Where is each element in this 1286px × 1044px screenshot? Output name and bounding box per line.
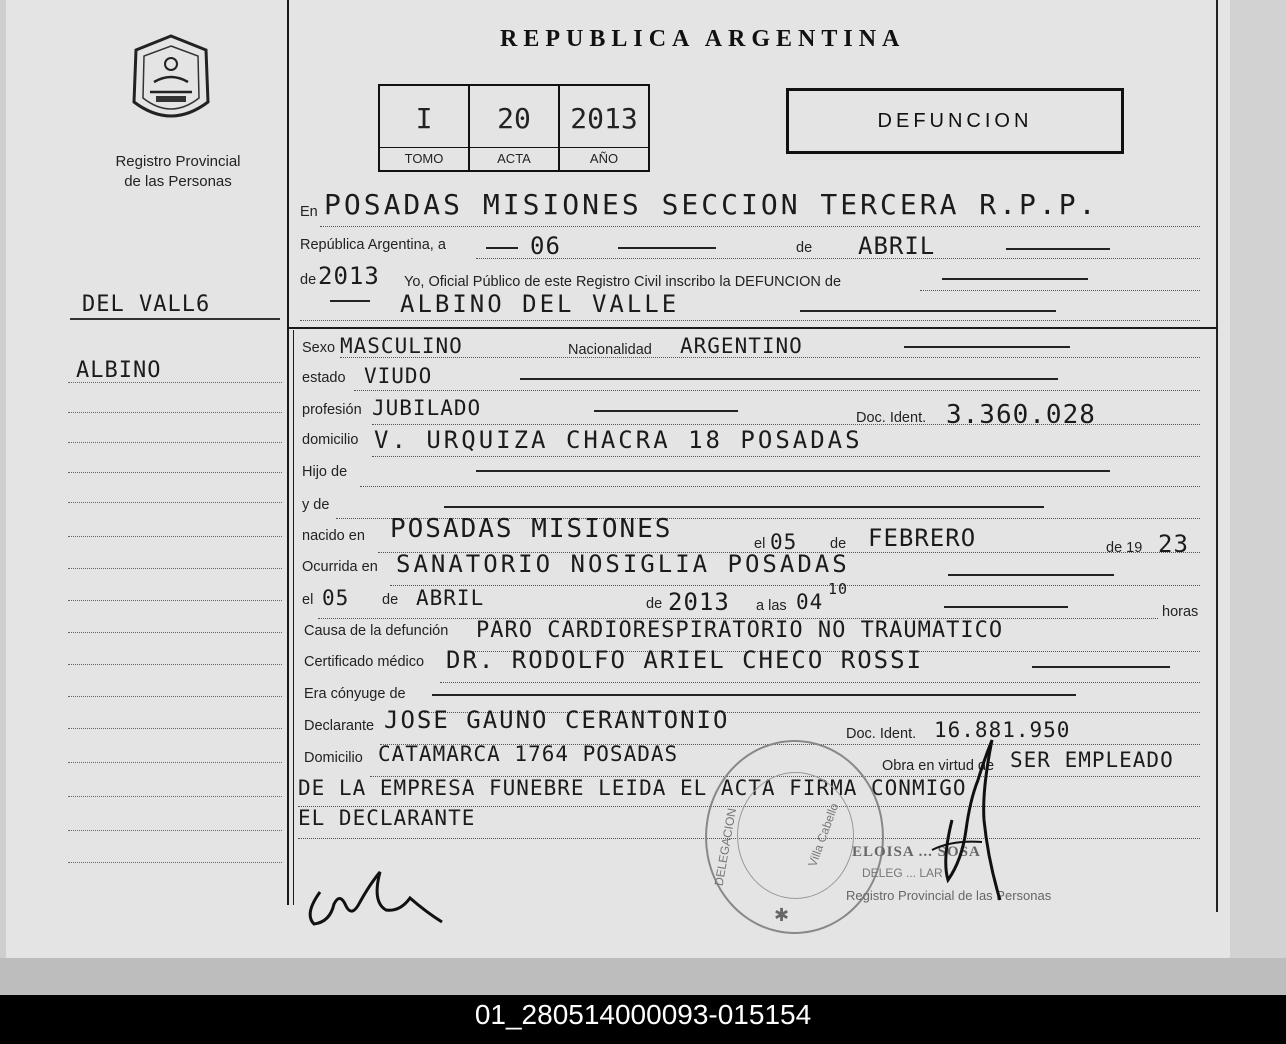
estado-label: estado (302, 370, 346, 386)
dash-line (948, 574, 1114, 576)
margin-rule (68, 796, 282, 797)
obra-label: Obra en virtud de (882, 758, 995, 774)
mes-value: ABRIL (858, 232, 936, 260)
dash-line (800, 310, 1056, 312)
dash-line (594, 410, 738, 412)
sexo-value: MASCULINO (340, 334, 463, 358)
officer-registry: Registro Provincial de las Personas (846, 888, 1052, 903)
dash-line (942, 278, 1088, 280)
page-edge-right (1230, 0, 1286, 960)
dash-line (1006, 248, 1110, 250)
field-line (300, 320, 1200, 321)
birth-day-value: 05 (770, 530, 798, 554)
stamp-star-icon: ✱ (774, 905, 790, 925)
domicilio2-label: Domicilio (304, 750, 363, 766)
tomo-label: TOMO (380, 147, 468, 170)
domicilio-label: domicilio (302, 432, 359, 448)
margin-rule (68, 728, 282, 729)
nota-line-2: EL DECLARANTE (298, 806, 476, 830)
anio-value: 2013 (570, 102, 638, 135)
margin-rule (68, 762, 282, 763)
acta-label: ACTA (470, 147, 558, 170)
dash-line (1032, 666, 1170, 668)
anio-label: AÑO (560, 147, 648, 170)
death-year-value: 2013 (668, 588, 730, 616)
org-line-2: de las Personas (124, 173, 232, 190)
margin-rule (68, 412, 282, 413)
nacido-value: POSADAS MISIONES (390, 514, 673, 544)
field-line (476, 258, 1200, 259)
declarante-value: JOSE GAUNO CERANTONIO (384, 706, 730, 734)
tomo-cell (380, 86, 470, 170)
death-de-label: de (382, 592, 399, 608)
death-day-value: 05 (322, 586, 350, 610)
margin-surname: DEL VALL6 (82, 292, 211, 317)
field-line (920, 290, 1200, 291)
field-line (354, 390, 1200, 391)
doc2-label: Doc. Ident. (846, 726, 917, 742)
field-line (440, 682, 1200, 683)
fecha-label: República Argentina, a (300, 237, 446, 253)
obra-value: SER EMPLEADO (1010, 748, 1174, 772)
hora-min-value: 10 (828, 580, 849, 598)
margin-divider (70, 318, 280, 320)
record-type-box: DEFUNCION (786, 88, 1124, 154)
inscribo-text: Yo, Oficial Público de este Registro Civil inscribo la DEFUNCION de (404, 274, 842, 290)
doc-value: 3.360.028 (946, 400, 1096, 430)
margin-given-name: ALBINO (76, 358, 162, 383)
dash-line (330, 300, 370, 302)
anio-cell (560, 86, 648, 170)
tomo-value: I (415, 102, 433, 135)
profesion-label: profesión (302, 402, 362, 418)
margin-rule (68, 502, 282, 503)
issuing-organization (70, 152, 286, 192)
hora-label: a las (756, 598, 787, 614)
declarant-signature (300, 862, 450, 932)
nota-line-1: DE LA EMPRESA FUNEBRE LEIDA EL ACTA FIRMA CONMIGO (298, 776, 967, 800)
column-divider (287, 0, 289, 905)
field-line (360, 486, 1200, 487)
doc2-value: 16.881.950 (934, 718, 1071, 742)
registry-box (378, 84, 650, 172)
anio-value-field: 2013 (318, 262, 380, 290)
horas-label: horas (1162, 604, 1199, 620)
doc-label: Doc. Ident. (856, 410, 927, 426)
margin-rule (68, 862, 282, 863)
page-bottom-shadow (0, 958, 1286, 995)
dash-line (904, 346, 1070, 348)
officer-signature (922, 720, 1012, 910)
hijo-label: Hijo de (302, 464, 348, 480)
death-year-label: de (646, 596, 663, 612)
document-id-caption: 01_280514000093-015154 (0, 995, 1286, 1044)
dia-value: 06 (530, 232, 561, 260)
birth-month-value: FEBRERO (868, 524, 977, 552)
causa-label: Causa de la defunción (304, 623, 449, 639)
margin-rule (68, 382, 282, 383)
birth-de-label: de (830, 536, 847, 552)
hora-value: 04 (796, 590, 824, 614)
place-value: POSADAS MISIONES SECCION TERCERA R.P.P. (324, 188, 1099, 221)
stamp-text-right: Villa Cabello (805, 801, 842, 869)
ocurrida-label: Ocurrida en (302, 559, 378, 575)
margin-rule (68, 664, 282, 665)
margin-rule (68, 830, 282, 831)
right-border-line (1216, 0, 1218, 912)
deceased-name-value: ALBINO DEL VALLE (400, 290, 680, 318)
dash-line (444, 506, 1044, 508)
birth-year-value: 23 (1158, 530, 1189, 558)
field-line (372, 456, 1200, 457)
stamp-inner-ring (737, 772, 854, 899)
certificado-value: DR. RODOLFO ARIEL CHECO ROSSI (446, 646, 924, 674)
field-line (372, 424, 1200, 425)
officer-name: ELOISA ... SOSA (852, 844, 981, 860)
stamp-text-left: DELEGACION (711, 807, 740, 887)
org-line-1: Registro Provincial (115, 153, 241, 170)
causa-value: PARO CARDIORESPIRATORIO NO TRAUMATICO (476, 618, 1004, 643)
domicilio-value: V. URQUIZA CHACRA 18 POSADAS (374, 426, 863, 454)
dash-line (944, 606, 1068, 608)
profesion-value: JUBILADO (372, 396, 482, 420)
domicilio2-value: CATAMARCA 1764 POSADAS (378, 742, 679, 766)
y-de-label: y de (302, 497, 330, 513)
dash-line (618, 247, 716, 249)
acta-value: 20 (497, 102, 531, 135)
page-edge-left (0, 0, 6, 960)
margin-rule (68, 442, 282, 443)
nacionalidad-label: Nacionalidad (568, 342, 652, 358)
margin-rule (68, 600, 282, 601)
anio-prefix-label: de (300, 272, 317, 288)
field-line (390, 585, 1200, 586)
header-divider (288, 327, 1218, 329)
dash-line (432, 694, 1076, 696)
de-label: de (796, 240, 813, 256)
officer-role: DELEG ... LAR (862, 866, 943, 880)
margin-rule (68, 536, 282, 537)
conyuge-label: Era cónyuge de (304, 686, 406, 702)
death-month-value: ABRIL (416, 586, 485, 610)
provincial-seal-icon (128, 32, 214, 132)
el2-label: el (302, 592, 314, 608)
column-divider-inner (293, 330, 294, 905)
certificado-label: Certificado médico (304, 654, 425, 670)
declarante-label: Declarante (304, 718, 375, 734)
el-label: el (754, 536, 766, 552)
dash-line (476, 470, 1110, 472)
acta-cell (470, 86, 560, 170)
margin-rule (68, 632, 282, 633)
field-line (340, 357, 1200, 358)
birth-year-label: de 19 (1106, 540, 1143, 556)
field-line (320, 226, 1200, 227)
sexo-label: Sexo (302, 340, 336, 356)
margin-rule (68, 696, 282, 697)
margin-rule (68, 472, 282, 473)
country-title: REPUBLICA ARGENTINA (500, 26, 906, 52)
nacido-label: nacido en (302, 528, 365, 544)
margin-rule (68, 568, 282, 569)
nacionalidad-value: ARGENTINO (680, 334, 803, 358)
dash-line (520, 378, 1058, 380)
ocurrida-value: SANATORIO NOSIGLIA POSADAS (396, 550, 850, 578)
dash-line (486, 247, 518, 249)
en-label: En (300, 204, 318, 220)
estado-value: VIUDO (364, 364, 433, 388)
